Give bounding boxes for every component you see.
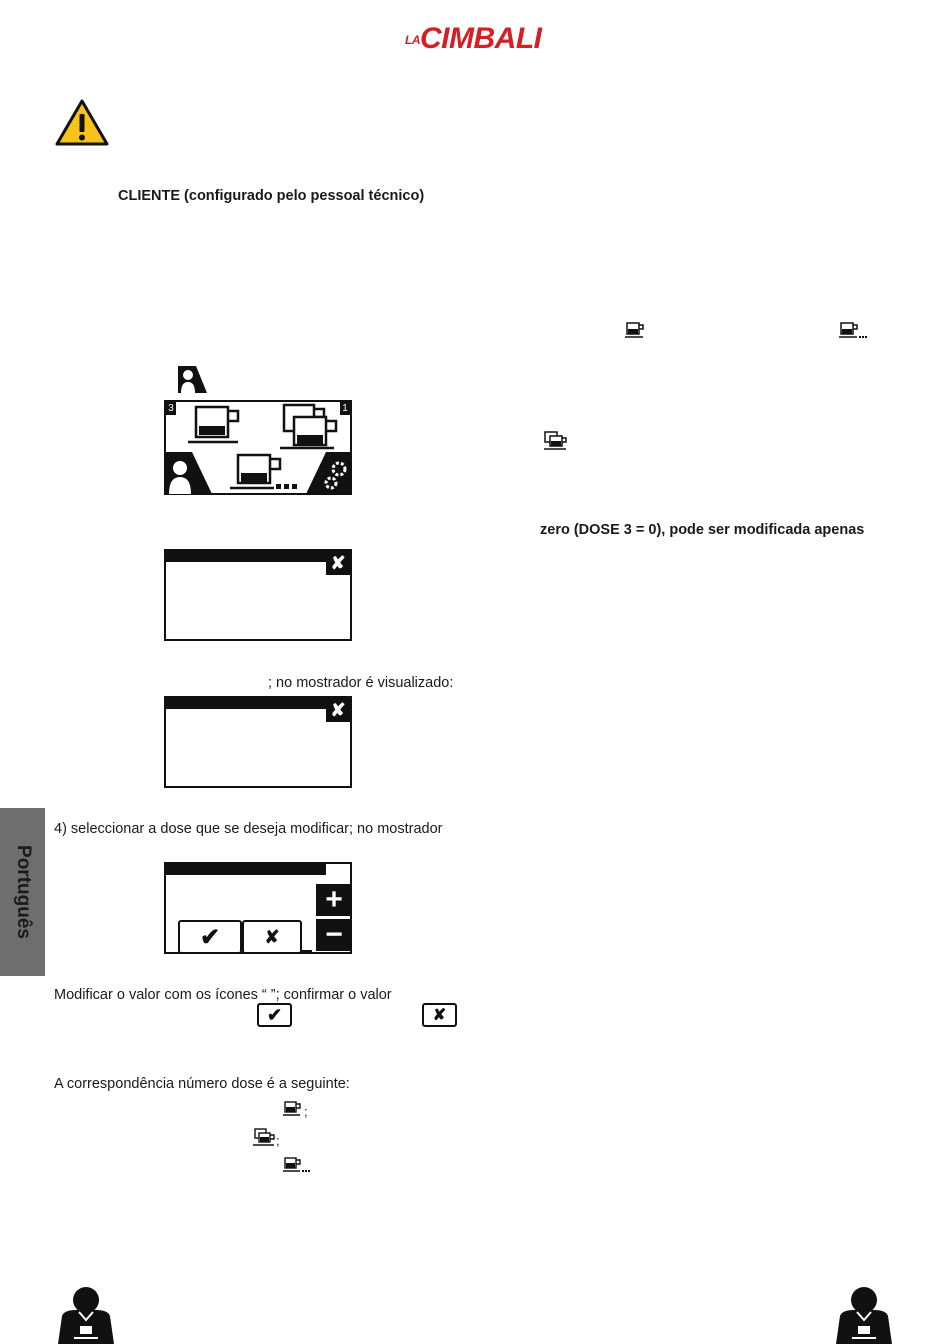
underline-mark xyxy=(302,950,312,952)
doses-display xyxy=(164,696,352,788)
la-cimbali-logo: LACIMBALI xyxy=(405,22,542,55)
confirm-button[interactable]: ✔ xyxy=(178,920,242,954)
cancel-button[interactable]: ✘ xyxy=(242,920,302,954)
cup-icon-dose-3 xyxy=(838,321,868,341)
barista-icon-left xyxy=(54,1286,118,1344)
main-display xyxy=(164,400,352,495)
minus-button[interactable]: − xyxy=(316,919,352,951)
dose-2-separator: ; xyxy=(276,1133,280,1148)
language-tab: Português xyxy=(0,808,45,976)
confirm-icon: ✔ xyxy=(257,1003,292,1027)
dose-edit-display xyxy=(164,862,352,954)
display-title-bar xyxy=(166,698,326,709)
exit-icon[interactable]: ✘ xyxy=(326,698,350,722)
cup-icon-dose-3 xyxy=(282,1156,312,1174)
modify-text: Modificar o valor com os ícones “ ”; confirmar o valor xyxy=(54,987,392,1003)
display-title-bar xyxy=(166,864,326,875)
display-corner-right: 1 xyxy=(340,402,350,415)
warning-icon xyxy=(54,98,110,148)
programming-display xyxy=(164,549,352,641)
correspondence-text: A correspondência número dose é a seguinte: xyxy=(54,1076,350,1092)
cup-icon-dose-1 xyxy=(624,321,648,341)
double-cup-icon-dose-2 xyxy=(252,1127,278,1147)
dose-1-separator: ; xyxy=(304,1104,308,1119)
double-cup-display-icon[interactable] xyxy=(274,402,344,450)
cancel-icon: ✘ xyxy=(422,1003,457,1027)
cup-icon-dose-1 xyxy=(282,1100,304,1118)
exit-icon[interactable]: ✘ xyxy=(326,551,350,575)
gear-icon[interactable] xyxy=(306,452,352,494)
person-user-icon[interactable] xyxy=(166,452,214,494)
barista-icon-right xyxy=(832,1286,896,1344)
display-corner-left: 3 xyxy=(166,402,176,415)
display-title-bar xyxy=(166,551,326,562)
zero-dose-note: zero (DOSE 3 = 0), pode ser modificada apenas xyxy=(540,522,865,538)
person-icon xyxy=(178,366,208,394)
long-cup-icon[interactable] xyxy=(228,452,300,494)
plus-button[interactable]: + xyxy=(316,884,352,916)
client-heading: CLIENTE (configurado pelo pessoal técnico) xyxy=(118,188,425,204)
step-3-text: ; no mostrador é visualizado: xyxy=(268,675,454,691)
single-cup-icon[interactable] xyxy=(184,404,244,448)
step-4-text: 4) seleccionar a dose que se deseja modificar; no mostrador xyxy=(54,821,443,837)
double-cup-icon xyxy=(542,430,570,452)
